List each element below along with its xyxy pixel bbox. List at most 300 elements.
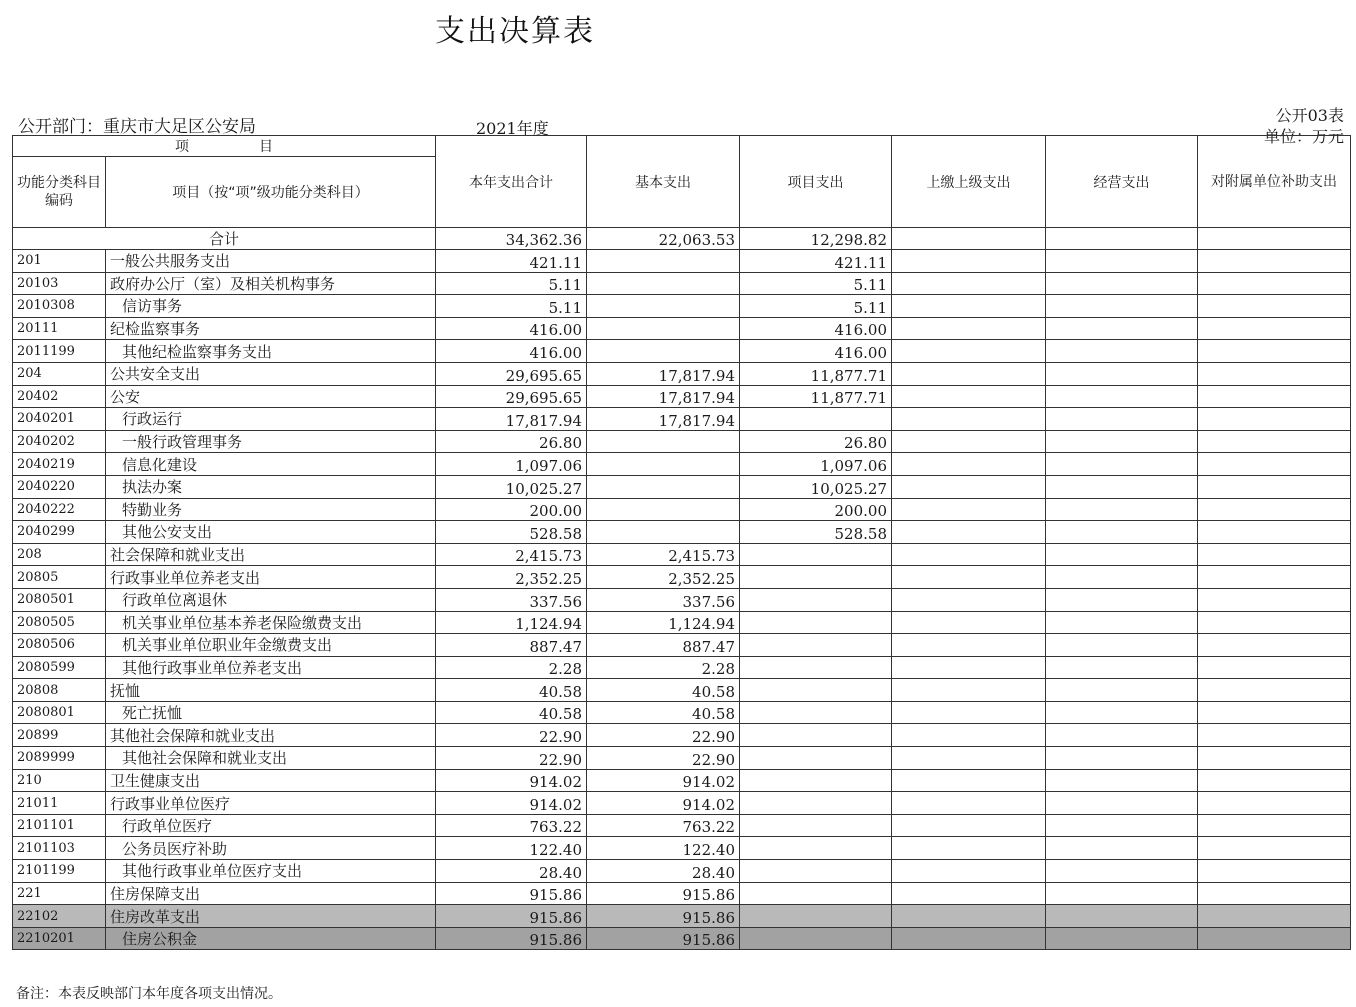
row-code: 20899 — [13, 724, 106, 747]
total-upper — [892, 228, 1046, 250]
row-project — [740, 724, 892, 747]
row-total: 29,695.65 — [436, 362, 587, 385]
unit-label: 单位：万元 — [1263, 127, 1344, 146]
row-business — [1046, 272, 1198, 295]
row-subsidy — [1198, 611, 1351, 634]
row-business — [1046, 792, 1198, 815]
row-name: 行政事业单位养老支出 — [106, 566, 436, 589]
row-total: 915.86 — [436, 927, 587, 950]
row-name: 卫生健康支出 — [106, 769, 436, 792]
row-total: 17,817.94 — [436, 408, 587, 431]
row-subsidy — [1198, 385, 1351, 408]
row-code: 20111 — [13, 317, 106, 340]
table-row — [13, 430, 1351, 453]
table-row — [13, 656, 1351, 679]
row-upper — [892, 250, 1046, 273]
row-upper — [892, 656, 1046, 679]
total-header: 本年支出合计 — [436, 136, 587, 228]
row-name: 政府办公厅（室）及相关机构事务 — [106, 272, 436, 295]
table-row — [13, 385, 1351, 408]
row-total: 22.90 — [436, 724, 587, 747]
upper-header: 上缴上级支出 — [892, 136, 1046, 228]
row-code: 22102 — [13, 905, 106, 928]
total-subsidy — [1198, 228, 1351, 250]
row-total: 200.00 — [436, 498, 587, 521]
row-total: 22.90 — [436, 747, 587, 770]
row-business — [1046, 588, 1198, 611]
row-subsidy — [1198, 566, 1351, 589]
total-business — [1046, 228, 1198, 250]
row-subsidy — [1198, 905, 1351, 928]
row-code: 2080599 — [13, 656, 106, 679]
row-business — [1046, 747, 1198, 770]
row-project — [740, 408, 892, 431]
row-name: 住房保障支出 — [106, 882, 436, 905]
row-subsidy — [1198, 927, 1351, 950]
row-code: 21011 — [13, 792, 106, 815]
row-subsidy — [1198, 272, 1351, 295]
row-project: 416.00 — [740, 340, 892, 363]
row-name: 行政单位离退休 — [106, 588, 436, 611]
row-project — [740, 860, 892, 883]
row-basic — [587, 272, 740, 295]
row-upper — [892, 747, 1046, 770]
row-subsidy — [1198, 769, 1351, 792]
row-upper — [892, 837, 1046, 860]
row-basic: 887.47 — [587, 634, 740, 657]
row-total: 914.02 — [436, 792, 587, 815]
row-upper — [892, 814, 1046, 837]
table-row — [13, 905, 1351, 928]
row-subsidy — [1198, 430, 1351, 453]
row-total: 10,025.27 — [436, 475, 587, 498]
row-basic — [587, 340, 740, 363]
row-upper — [892, 905, 1046, 928]
row-total: 40.58 — [436, 679, 587, 702]
row-project: 1,097.06 — [740, 453, 892, 476]
row-total: 337.56 — [436, 588, 587, 611]
row-total: 40.58 — [436, 701, 587, 724]
row-basic: 17,817.94 — [587, 362, 740, 385]
row-basic: 915.86 — [587, 882, 740, 905]
row-business — [1046, 882, 1198, 905]
row-project: 528.58 — [740, 521, 892, 544]
row-business — [1046, 408, 1198, 431]
row-subsidy — [1198, 724, 1351, 747]
row-name: 纪检监察事务 — [106, 317, 436, 340]
row-upper — [892, 701, 1046, 724]
row-name: 特勤业务 — [106, 498, 436, 521]
department-label: 公开部门：重庆市大足区公安局 — [18, 117, 256, 137]
row-basic: 1,124.94 — [587, 611, 740, 634]
row-project — [740, 611, 892, 634]
row-business — [1046, 498, 1198, 521]
row-project — [740, 566, 892, 589]
row-name: 一般行政管理事务 — [106, 430, 436, 453]
row-name: 一般公共服务支出 — [106, 250, 436, 273]
table-row — [13, 272, 1351, 295]
row-project — [740, 814, 892, 837]
row-basic — [587, 453, 740, 476]
row-business — [1046, 611, 1198, 634]
row-upper — [892, 679, 1046, 702]
row-name: 其他社会保障和就业支出 — [106, 724, 436, 747]
row-total: 26.80 — [436, 430, 587, 453]
row-business — [1046, 362, 1198, 385]
row-subsidy — [1198, 747, 1351, 770]
row-total: 29,695.65 — [436, 385, 587, 408]
table-row — [13, 408, 1351, 431]
row-total: 915.86 — [436, 905, 587, 928]
row-upper — [892, 792, 1046, 815]
row-name: 社会保障和就业支出 — [106, 543, 436, 566]
code-header: 功能分类科目编码 — [13, 157, 106, 228]
table-row — [13, 453, 1351, 476]
row-basic: 337.56 — [587, 588, 740, 611]
table-row — [13, 882, 1351, 905]
row-project — [740, 679, 892, 702]
row-total: 2,415.73 — [436, 543, 587, 566]
row-business — [1046, 927, 1198, 950]
row-project: 5.11 — [740, 272, 892, 295]
row-business — [1046, 453, 1198, 476]
table-row — [13, 498, 1351, 521]
total-amount: 34,362.36 — [436, 228, 587, 250]
row-basic — [587, 430, 740, 453]
row-project: 11,877.71 — [740, 385, 892, 408]
row-code: 20103 — [13, 272, 106, 295]
row-subsidy — [1198, 588, 1351, 611]
row-total: 2,352.25 — [436, 566, 587, 589]
row-code: 210 — [13, 769, 106, 792]
row-business — [1046, 250, 1198, 273]
total-basic: 22,063.53 — [587, 228, 740, 250]
row-subsidy — [1198, 837, 1351, 860]
row-business — [1046, 295, 1198, 318]
row-subsidy — [1198, 860, 1351, 883]
row-business — [1046, 543, 1198, 566]
row-business — [1046, 837, 1198, 860]
row-business — [1046, 475, 1198, 498]
row-basic — [587, 521, 740, 544]
row-subsidy — [1198, 679, 1351, 702]
row-name: 公共安全支出 — [106, 362, 436, 385]
row-upper — [892, 295, 1046, 318]
row-upper — [892, 385, 1046, 408]
row-subsidy — [1198, 521, 1351, 544]
row-basic — [587, 250, 740, 273]
row-upper — [892, 475, 1046, 498]
row-subsidy — [1198, 882, 1351, 905]
row-subsidy — [1198, 453, 1351, 476]
row-business — [1046, 656, 1198, 679]
footnote: 备注：本表反映部门本年度各项支出情况。 — [16, 986, 282, 1002]
row-upper — [892, 317, 1046, 340]
row-project: 200.00 — [740, 498, 892, 521]
table-row — [13, 724, 1351, 747]
row-upper — [892, 362, 1046, 385]
row-business — [1046, 724, 1198, 747]
row-basic: 2.28 — [587, 656, 740, 679]
row-basic: 915.86 — [587, 927, 740, 950]
row-name: 执法办案 — [106, 475, 436, 498]
row-business — [1046, 385, 1198, 408]
row-upper — [892, 927, 1046, 950]
row-business — [1046, 566, 1198, 589]
row-upper — [892, 566, 1046, 589]
row-subsidy — [1198, 295, 1351, 318]
row-total: 1,097.06 — [436, 453, 587, 476]
row-upper — [892, 430, 1046, 453]
row-total: 528.58 — [436, 521, 587, 544]
table-row — [13, 295, 1351, 318]
row-name: 行政运行 — [106, 408, 436, 431]
table-row — [13, 250, 1351, 273]
row-basic: 22.90 — [587, 724, 740, 747]
row-code: 2011199 — [13, 340, 106, 363]
row-total: 421.11 — [436, 250, 587, 273]
row-code: 208 — [13, 543, 106, 566]
row-name: 信访事务 — [106, 295, 436, 318]
row-code: 2040219 — [13, 453, 106, 476]
row-basic: 2,352.25 — [587, 566, 740, 589]
row-business — [1046, 814, 1198, 837]
row-code: 2101101 — [13, 814, 106, 837]
row-subsidy — [1198, 498, 1351, 521]
row-total: 763.22 — [436, 814, 587, 837]
row-name: 其他社会保障和就业支出 — [106, 747, 436, 770]
row-name: 其他行政事业单位医疗支出 — [106, 860, 436, 883]
row-project: 5.11 — [740, 295, 892, 318]
row-upper — [892, 724, 1046, 747]
fiscal-year-label: 2021年度 — [476, 119, 549, 138]
row-basic: 914.02 — [587, 792, 740, 815]
row-project — [740, 588, 892, 611]
row-code: 2040202 — [13, 430, 106, 453]
row-project — [740, 634, 892, 657]
row-code: 2080801 — [13, 701, 106, 724]
row-name: 机关事业单位基本养老保险缴费支出 — [106, 611, 436, 634]
project-header: 项目支出 — [740, 136, 892, 228]
row-basic: 2,415.73 — [587, 543, 740, 566]
row-business — [1046, 430, 1198, 453]
row-code: 201 — [13, 250, 106, 273]
row-total: 28.40 — [436, 860, 587, 883]
subsidy-header: 对附属单位补助支出 — [1198, 136, 1351, 228]
row-total: 122.40 — [436, 837, 587, 860]
page-title: 支出决算表 — [435, 14, 595, 49]
row-name: 机关事业单位职业年金缴费支出 — [106, 634, 436, 657]
basic-header: 基本支出 — [587, 136, 740, 228]
row-basic — [587, 475, 740, 498]
table-row — [13, 588, 1351, 611]
table-row — [13, 317, 1351, 340]
row-code: 2210201 — [13, 927, 106, 950]
table-row — [13, 792, 1351, 815]
row-business — [1046, 860, 1198, 883]
table-number-label: 公开03表 — [1275, 106, 1344, 125]
row-name: 公安 — [106, 385, 436, 408]
table-row — [13, 747, 1351, 770]
row-subsidy — [1198, 340, 1351, 363]
row-code: 2040299 — [13, 521, 106, 544]
row-name: 死亡抚恤 — [106, 701, 436, 724]
row-project — [740, 927, 892, 950]
row-business — [1046, 679, 1198, 702]
row-upper — [892, 611, 1046, 634]
row-code: 2080505 — [13, 611, 106, 634]
row-code: 20808 — [13, 679, 106, 702]
row-name: 行政单位医疗 — [106, 814, 436, 837]
row-business — [1046, 521, 1198, 544]
row-total: 416.00 — [436, 340, 587, 363]
table-row — [13, 814, 1351, 837]
row-name: 信息化建设 — [106, 453, 436, 476]
row-project: 10,025.27 — [740, 475, 892, 498]
row-total: 1,124.94 — [436, 611, 587, 634]
row-project: 416.00 — [740, 317, 892, 340]
business-header: 经营支出 — [1046, 136, 1198, 228]
row-subsidy — [1198, 814, 1351, 837]
row-code: 2080501 — [13, 588, 106, 611]
row-code: 2101103 — [13, 837, 106, 860]
row-code: 2040201 — [13, 408, 106, 431]
row-upper — [892, 340, 1046, 363]
table-row — [13, 340, 1351, 363]
row-subsidy — [1198, 543, 1351, 566]
row-name: 公务员医疗补助 — [106, 837, 436, 860]
row-total: 915.86 — [436, 882, 587, 905]
row-name: 其他纪检监察事务支出 — [106, 340, 436, 363]
row-upper — [892, 453, 1046, 476]
row-name: 其他行政事业单位养老支出 — [106, 656, 436, 679]
table-row — [13, 475, 1351, 498]
row-total: 5.11 — [436, 272, 587, 295]
row-code: 204 — [13, 362, 106, 385]
row-basic: 763.22 — [587, 814, 740, 837]
row-name: 抚恤 — [106, 679, 436, 702]
row-basic: 40.58 — [587, 679, 740, 702]
row-upper — [892, 521, 1046, 544]
row-project — [740, 747, 892, 770]
row-name: 住房公积金 — [106, 927, 436, 950]
row-basic — [587, 317, 740, 340]
row-basic: 122.40 — [587, 837, 740, 860]
row-project — [740, 882, 892, 905]
row-subsidy — [1198, 475, 1351, 498]
row-subsidy — [1198, 656, 1351, 679]
row-subsidy — [1198, 701, 1351, 724]
row-total: 914.02 — [436, 769, 587, 792]
row-subsidy — [1198, 408, 1351, 431]
row-business — [1046, 317, 1198, 340]
row-upper — [892, 543, 1046, 566]
row-basic: 915.86 — [587, 905, 740, 928]
row-basic: 17,817.94 — [587, 408, 740, 431]
row-name: 行政事业单位医疗 — [106, 792, 436, 815]
table-row — [13, 611, 1351, 634]
row-subsidy — [1198, 634, 1351, 657]
row-name: 其他公安支出 — [106, 521, 436, 544]
row-upper — [892, 634, 1046, 657]
row-code: 2080506 — [13, 634, 106, 657]
row-project: 11,877.71 — [740, 362, 892, 385]
table-row — [13, 769, 1351, 792]
row-project: 26.80 — [740, 430, 892, 453]
table-row — [13, 679, 1351, 702]
table-row — [13, 362, 1351, 385]
row-subsidy — [1198, 792, 1351, 815]
name-header: 项目（按“项”级功能分类科目） — [106, 157, 436, 228]
table-row — [13, 837, 1351, 860]
row-basic: 914.02 — [587, 769, 740, 792]
row-basic: 22.90 — [587, 747, 740, 770]
row-project — [740, 701, 892, 724]
row-upper — [892, 860, 1046, 883]
row-upper — [892, 272, 1046, 295]
row-total: 2.28 — [436, 656, 587, 679]
row-basic: 17,817.94 — [587, 385, 740, 408]
row-total: 5.11 — [436, 295, 587, 318]
row-subsidy — [1198, 362, 1351, 385]
row-basic: 40.58 — [587, 701, 740, 724]
row-code: 20805 — [13, 566, 106, 589]
table-row — [13, 543, 1351, 566]
table-row — [13, 566, 1351, 589]
row-project — [740, 837, 892, 860]
row-project — [740, 656, 892, 679]
row-code: 2089999 — [13, 747, 106, 770]
row-upper — [892, 882, 1046, 905]
row-project — [740, 769, 892, 792]
row-subsidy — [1198, 250, 1351, 273]
table-row — [13, 860, 1351, 883]
table-row — [13, 521, 1351, 544]
row-business — [1046, 634, 1198, 657]
table-row — [13, 701, 1351, 724]
row-subsidy — [1198, 317, 1351, 340]
row-basic: 28.40 — [587, 860, 740, 883]
row-project — [740, 792, 892, 815]
row-code: 2040222 — [13, 498, 106, 521]
row-basic — [587, 498, 740, 521]
row-business — [1046, 905, 1198, 928]
table-row — [13, 634, 1351, 657]
expenditure-table — [12, 135, 1351, 950]
row-upper — [892, 498, 1046, 521]
item-group-header: 项 目 — [13, 136, 436, 157]
row-project: 421.11 — [740, 250, 892, 273]
row-code: 2101199 — [13, 860, 106, 883]
row-business — [1046, 769, 1198, 792]
row-basic — [587, 295, 740, 318]
row-project — [740, 543, 892, 566]
row-code: 20402 — [13, 385, 106, 408]
total-label: 合计 — [13, 228, 436, 250]
row-business — [1046, 701, 1198, 724]
row-code: 2010308 — [13, 295, 106, 318]
row-code: 2040220 — [13, 475, 106, 498]
row-name: 住房改革支出 — [106, 905, 436, 928]
row-total: 887.47 — [436, 634, 587, 657]
row-code: 221 — [13, 882, 106, 905]
row-total: 416.00 — [436, 317, 587, 340]
row-upper — [892, 769, 1046, 792]
row-business — [1046, 340, 1198, 363]
row-upper — [892, 408, 1046, 431]
row-upper — [892, 588, 1046, 611]
table-row — [13, 927, 1351, 950]
